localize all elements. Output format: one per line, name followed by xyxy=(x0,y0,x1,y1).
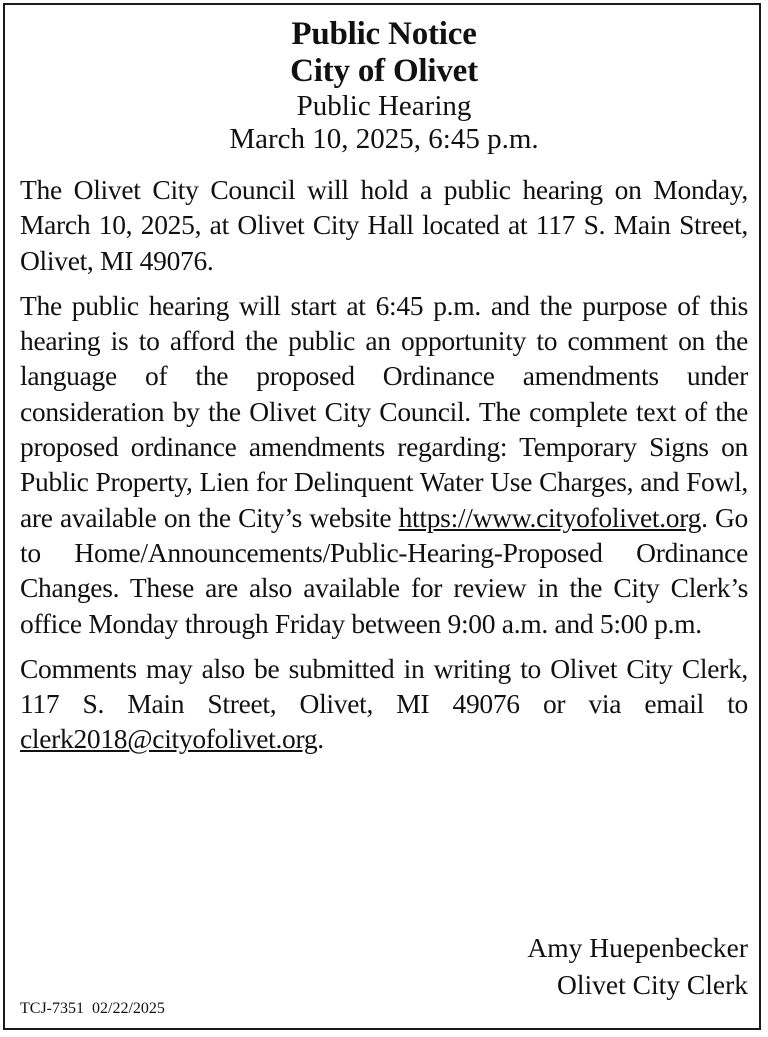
publication-date: 02/22/2025 xyxy=(92,1000,165,1017)
paragraph-comments-end: . xyxy=(317,723,324,755)
paragraph-comments-text: Comments may also be submitted in writing to Olivet City Clerk, 117 S. Main Street, Olivet, MI 49076 or via email to xyxy=(20,652,748,720)
paragraph-purpose-text: The public hearing will start at 6:45 p.m. and the purpose of this hearing is to afford the public an opportunity to comment on the language of the proposed Ordinance amendments under consideration by the Olivet City Council. The complete text of the proposed ordinance amendments regarding: Temporary Signs on Public Property, Lien for Delinquent Water Use Charges, and Fowl, are available on the City’s website xyxy=(20,289,748,533)
notice-title: Public Notice xyxy=(291,16,477,52)
publication-reference xyxy=(20,1000,165,1018)
paragraph-hearing-announcement: The Olivet City Council will hold a public hearing on Monday, March 10, 2025, at Olivet City Hall located at 117 S. Main Street, Olivet, MI 49076. xyxy=(20,174,748,276)
publication-code: TCJ-7351 xyxy=(20,1000,84,1017)
paragraph-purpose-text-continued: . Go to Home/Announcements/Public-Hearing-Proposed Ordinance Changes. These are also available for review in the City Clerk’s office Monday through Friday between 9:00 a.m. and 5:00 p.m. xyxy=(20,501,748,639)
notice-body xyxy=(20,16,748,757)
signature-block xyxy=(527,929,748,1003)
city-name-title: City of Olivet xyxy=(290,53,478,89)
notice-subtitle: Public Hearing xyxy=(296,90,472,122)
hearing-date-time: March 10, 2025, 6:45 p.m. xyxy=(229,123,539,155)
clerk-email-link[interactable]: clerk2018@cityofolivet.org xyxy=(20,723,318,755)
city-website-link[interactable]: https://www.cityofolivet.org xyxy=(398,501,702,533)
signer-title: Olivet City Clerk xyxy=(557,969,748,1000)
signer-name: Amy Huepenbecker xyxy=(527,932,748,963)
paragraph-hearing-purpose xyxy=(20,288,748,641)
paragraph-comments xyxy=(20,651,748,757)
